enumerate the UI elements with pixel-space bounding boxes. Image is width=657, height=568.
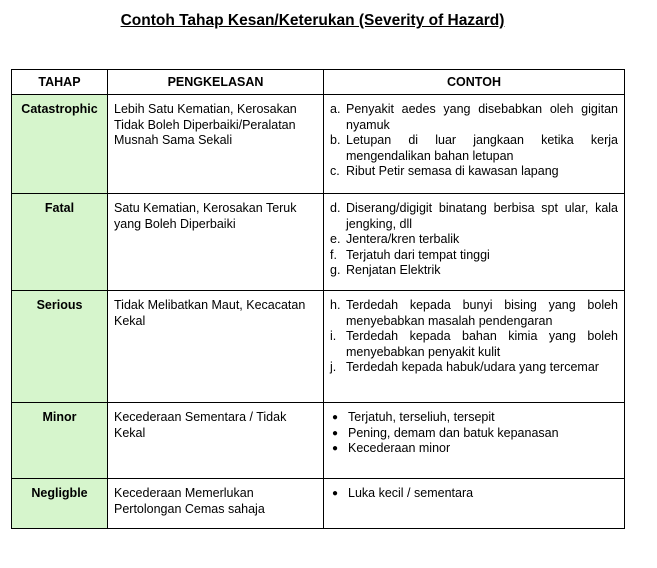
item-marker: h. <box>330 298 341 312</box>
item-text: Terjatuh dari tempat tinggi <box>346 247 490 262</box>
example-item <box>330 426 618 442</box>
bullet-icon: ● <box>332 412 339 423</box>
example-item <box>330 410 618 426</box>
classification-cell: Lebih Satu Kematian, Kerosakan Tidak Boleh Diperbaiki/Peralatan Musnah Sama Sekali <box>108 95 324 194</box>
bullet-icon: ● <box>332 443 339 454</box>
item-text: Terdedah kepada bahan kimia yang boleh menyebabkan penyakit kulit <box>346 329 618 359</box>
example-cell <box>324 479 625 529</box>
table-header-row <box>12 70 625 95</box>
table-row <box>12 194 625 291</box>
item-text: Letupan di luar jangkaan ketika kerja mengendalikan bahan letupan <box>346 133 618 163</box>
classification-cell: Kecederaan Memerlukan Pertolongan Cemas sahaja <box>108 479 324 529</box>
classification-cell: Kecederaan Sementara / Tidak Kekal <box>108 403 324 479</box>
example-item <box>330 201 618 232</box>
level-cell: Serious <box>12 291 108 403</box>
item-marker: b. <box>330 133 341 147</box>
item-text: Terjatuh, terseliuh, tersepit <box>348 410 495 424</box>
header-level: TAHAP <box>12 70 108 95</box>
item-text: Kecederaan minor <box>348 441 451 455</box>
bullet-icon: ● <box>332 427 339 439</box>
item-marker: i. <box>330 329 337 343</box>
item-text: Ribut Petir semasa di kawasan lapang <box>346 164 559 178</box>
example-item <box>330 329 618 360</box>
level-cell: Minor <box>12 403 108 479</box>
level-cell: Negligble <box>12 479 108 529</box>
item-text: Luka kecil / sementara <box>348 486 474 500</box>
table-row <box>12 95 625 194</box>
item-text: Diserang/digigit binatang berbisa spt ular, kala jengking, dll <box>346 201 618 231</box>
table-row <box>12 479 625 529</box>
example-item <box>330 263 618 279</box>
example-item <box>330 360 618 376</box>
item-marker: e. <box>330 232 341 246</box>
example-cell <box>324 403 625 479</box>
item-text: Penyakit aedes yang disebabkan oleh gigitan nyamuk <box>346 102 618 132</box>
item-marker: j. <box>330 360 337 374</box>
table-row <box>12 291 625 403</box>
item-marker: a. <box>330 102 341 116</box>
bullet-icon: ● <box>332 488 339 499</box>
item-text: Renjatan Elektrik <box>346 263 441 277</box>
item-text: Jentera/kren terbalik <box>346 232 460 246</box>
example-item <box>330 164 618 180</box>
item-text: Terdedah kepada bunyi bising yang boleh menyebabkan masalah pendengaran <box>346 298 618 328</box>
header-example: CONTOH <box>324 70 625 95</box>
example-cell <box>324 95 625 194</box>
item-marker: f. <box>330 247 337 262</box>
example-cell <box>324 291 625 403</box>
severity-table <box>11 69 625 529</box>
example-item <box>330 486 618 502</box>
item-marker: g. <box>330 263 341 277</box>
item-text: Terdedah kepada habuk/udara yang tercemar <box>346 360 599 374</box>
example-item <box>330 232 618 248</box>
example-item <box>330 133 618 164</box>
classification-cell: Satu Kematian, Kerosakan Teruk yang Boleh Diperbaiki <box>108 194 324 291</box>
example-item <box>330 102 618 133</box>
item-marker: c. <box>330 164 340 178</box>
item-text: Pening, demam dan batuk kepanasan <box>348 425 559 440</box>
classification-cell: Tidak Melibatkan Maut, Kecacatan Kekal <box>108 291 324 403</box>
table-row <box>12 403 625 479</box>
example-item <box>330 298 618 329</box>
item-marker: d. <box>330 201 341 215</box>
header-classification: PENGKELASAN <box>108 70 324 95</box>
level-cell: Fatal <box>12 194 108 291</box>
example-item <box>330 248 618 264</box>
level-cell: Catastrophic <box>12 95 108 194</box>
page-title: Contoh Tahap Kesan/Keterukan (Severity of Hazard) <box>120 12 505 29</box>
example-cell <box>324 194 625 291</box>
example-item <box>330 441 618 457</box>
